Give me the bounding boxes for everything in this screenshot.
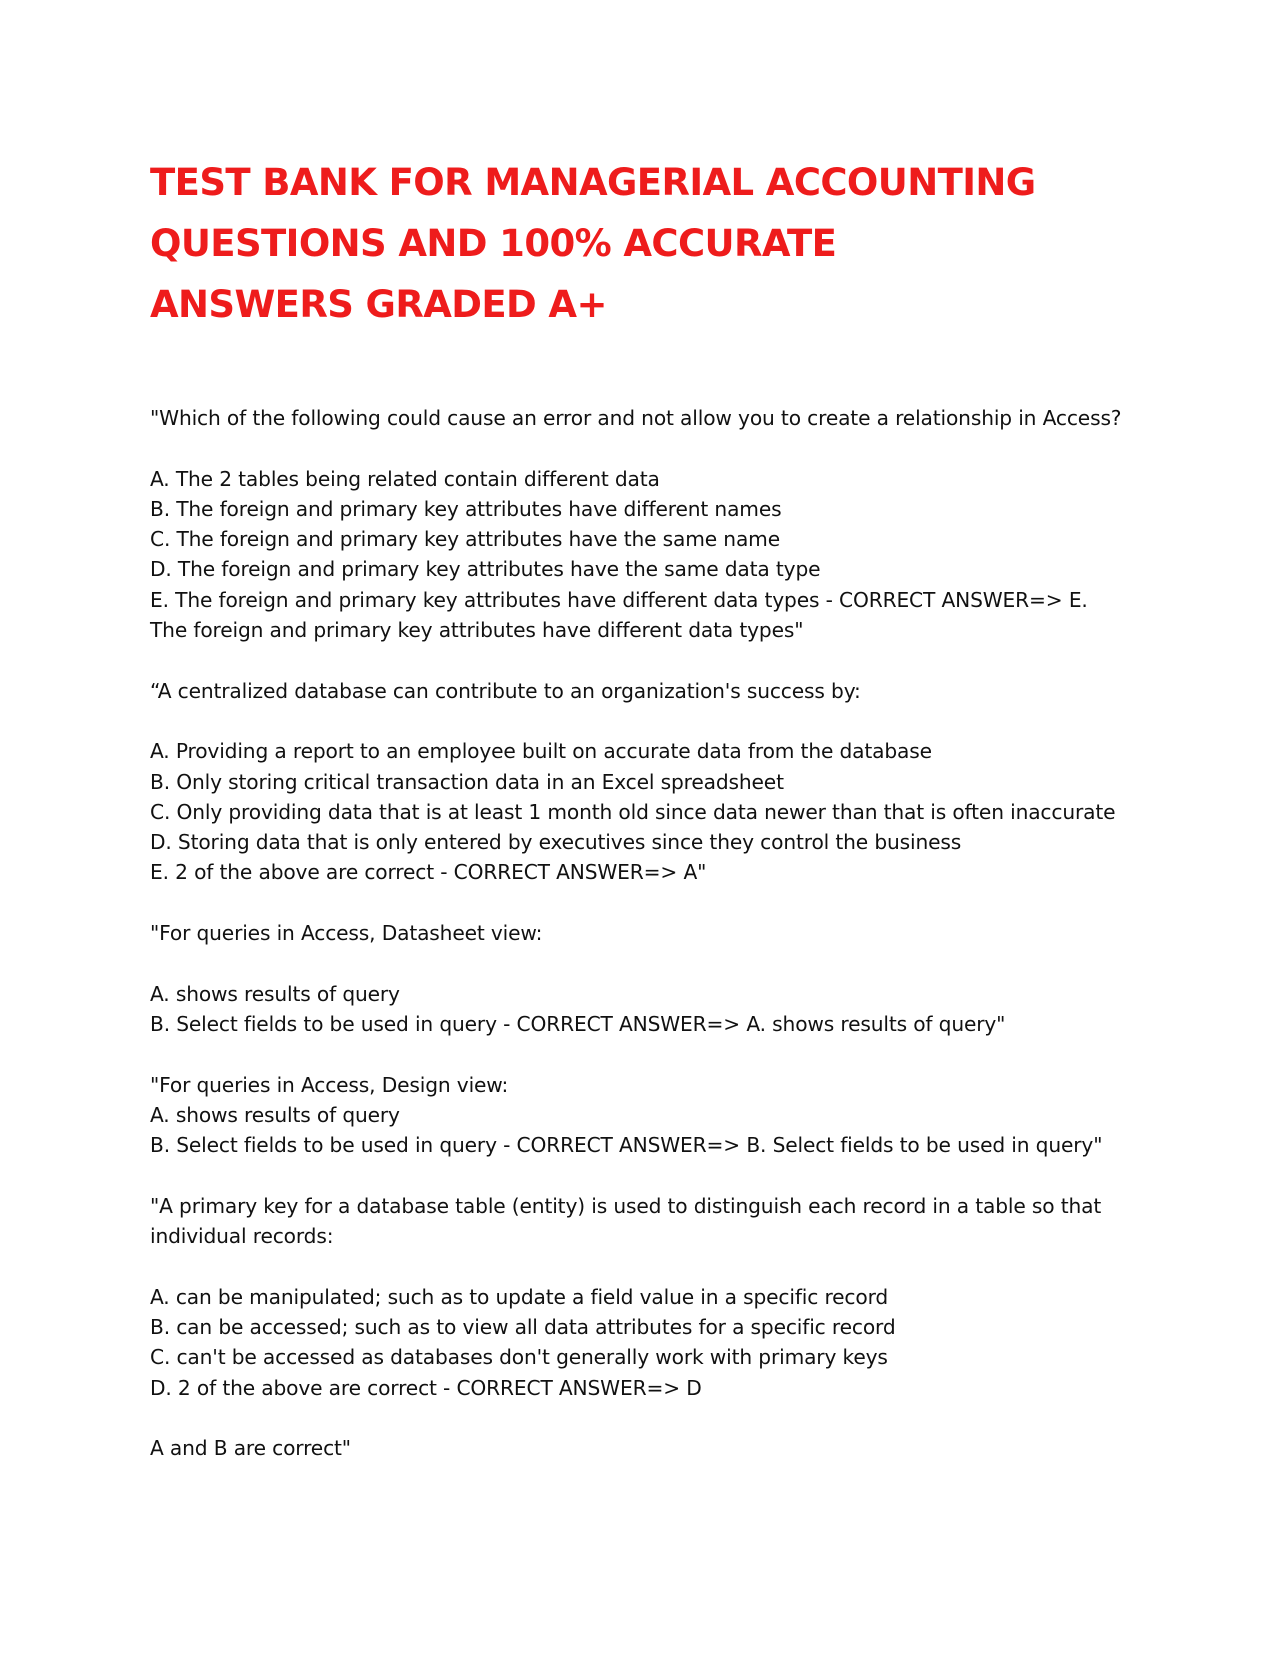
answer-option: B. Select fields to be used in query - CORRECT ANSWER=> B. Select fields to be used in query" bbox=[150, 1133, 1103, 1158]
question-block bbox=[150, 1191, 1130, 1464]
answer-option: D. The foreign and primary key attributes have the same data type bbox=[150, 557, 821, 582]
document-title: TEST BANK FOR MANAGERIAL ACCOUNTING QUESTIONS AND 100% ACCURATE ANSWERS GRADED A+ bbox=[150, 161, 1036, 326]
answer-option: B. The foreign and primary key attributes have different names bbox=[150, 496, 782, 521]
answer-option: C. can't be accessed as databases don't generally work with primary keys bbox=[150, 1345, 888, 1370]
answer-option: B. Select fields to be used in query - CORRECT ANSWER=> A. shows results of query" bbox=[150, 1011, 1006, 1036]
question-prompt: "Which of the following could cause an error and not allow you to create a relationship in Access? bbox=[150, 406, 1122, 430]
answer-note: A and B are correct" bbox=[150, 1436, 351, 1461]
question-block bbox=[150, 918, 1130, 1039]
answer-option: B. can be accessed; such as to view all data attributes for a specific record bbox=[150, 1314, 896, 1339]
answer-option: D. Storing data that is only entered by executives since they control the business bbox=[150, 830, 962, 855]
answer-option: E. 2 of the above are correct - CORRECT ANSWER=> A" bbox=[150, 860, 707, 885]
question-prompt: "For queries in Access, Datasheet view: bbox=[150, 921, 543, 946]
answer-option: D. 2 of the above are correct - CORRECT ANSWER=> D bbox=[150, 1375, 702, 1400]
question-block bbox=[150, 403, 1130, 645]
question-prompt: "For queries in Access, Design view: bbox=[150, 1072, 509, 1097]
answer-option: A. shows results of query bbox=[150, 981, 400, 1006]
question-prompt: “A centralized database can contribute to an organization's success by: bbox=[150, 678, 861, 703]
document-content bbox=[150, 152, 1130, 1494]
answer-option: A. The 2 tables being related contain different data bbox=[150, 466, 660, 491]
answer-option: C. Only providing data that is at least 1 month old since data newer than that is often inaccurate bbox=[150, 799, 1116, 824]
answer-option: A. shows results of query bbox=[150, 1102, 400, 1127]
answer-option: A. can be manipulated; such as to update a field value in a specific record bbox=[150, 1284, 889, 1309]
answer-option: E. The foreign and primary key attributes have different data types - CORRECT ANSWER=> E. The foreign and primary key attributes have different data types" bbox=[150, 587, 1094, 643]
question-prompt: "A primary key for a database table (entity) is used to distinguish each record in a table so that individual records: bbox=[150, 1193, 1108, 1249]
answer-option: C. The foreign and primary key attributes have the same name bbox=[150, 527, 780, 552]
question-list bbox=[150, 403, 1130, 1463]
question-block bbox=[150, 1070, 1130, 1161]
answer-option: A. Providing a report to an employee built on accurate data from the database bbox=[150, 739, 932, 764]
answer-option: B. Only storing critical transaction data in an Excel spreadsheet bbox=[150, 769, 784, 794]
question-block bbox=[150, 676, 1130, 888]
